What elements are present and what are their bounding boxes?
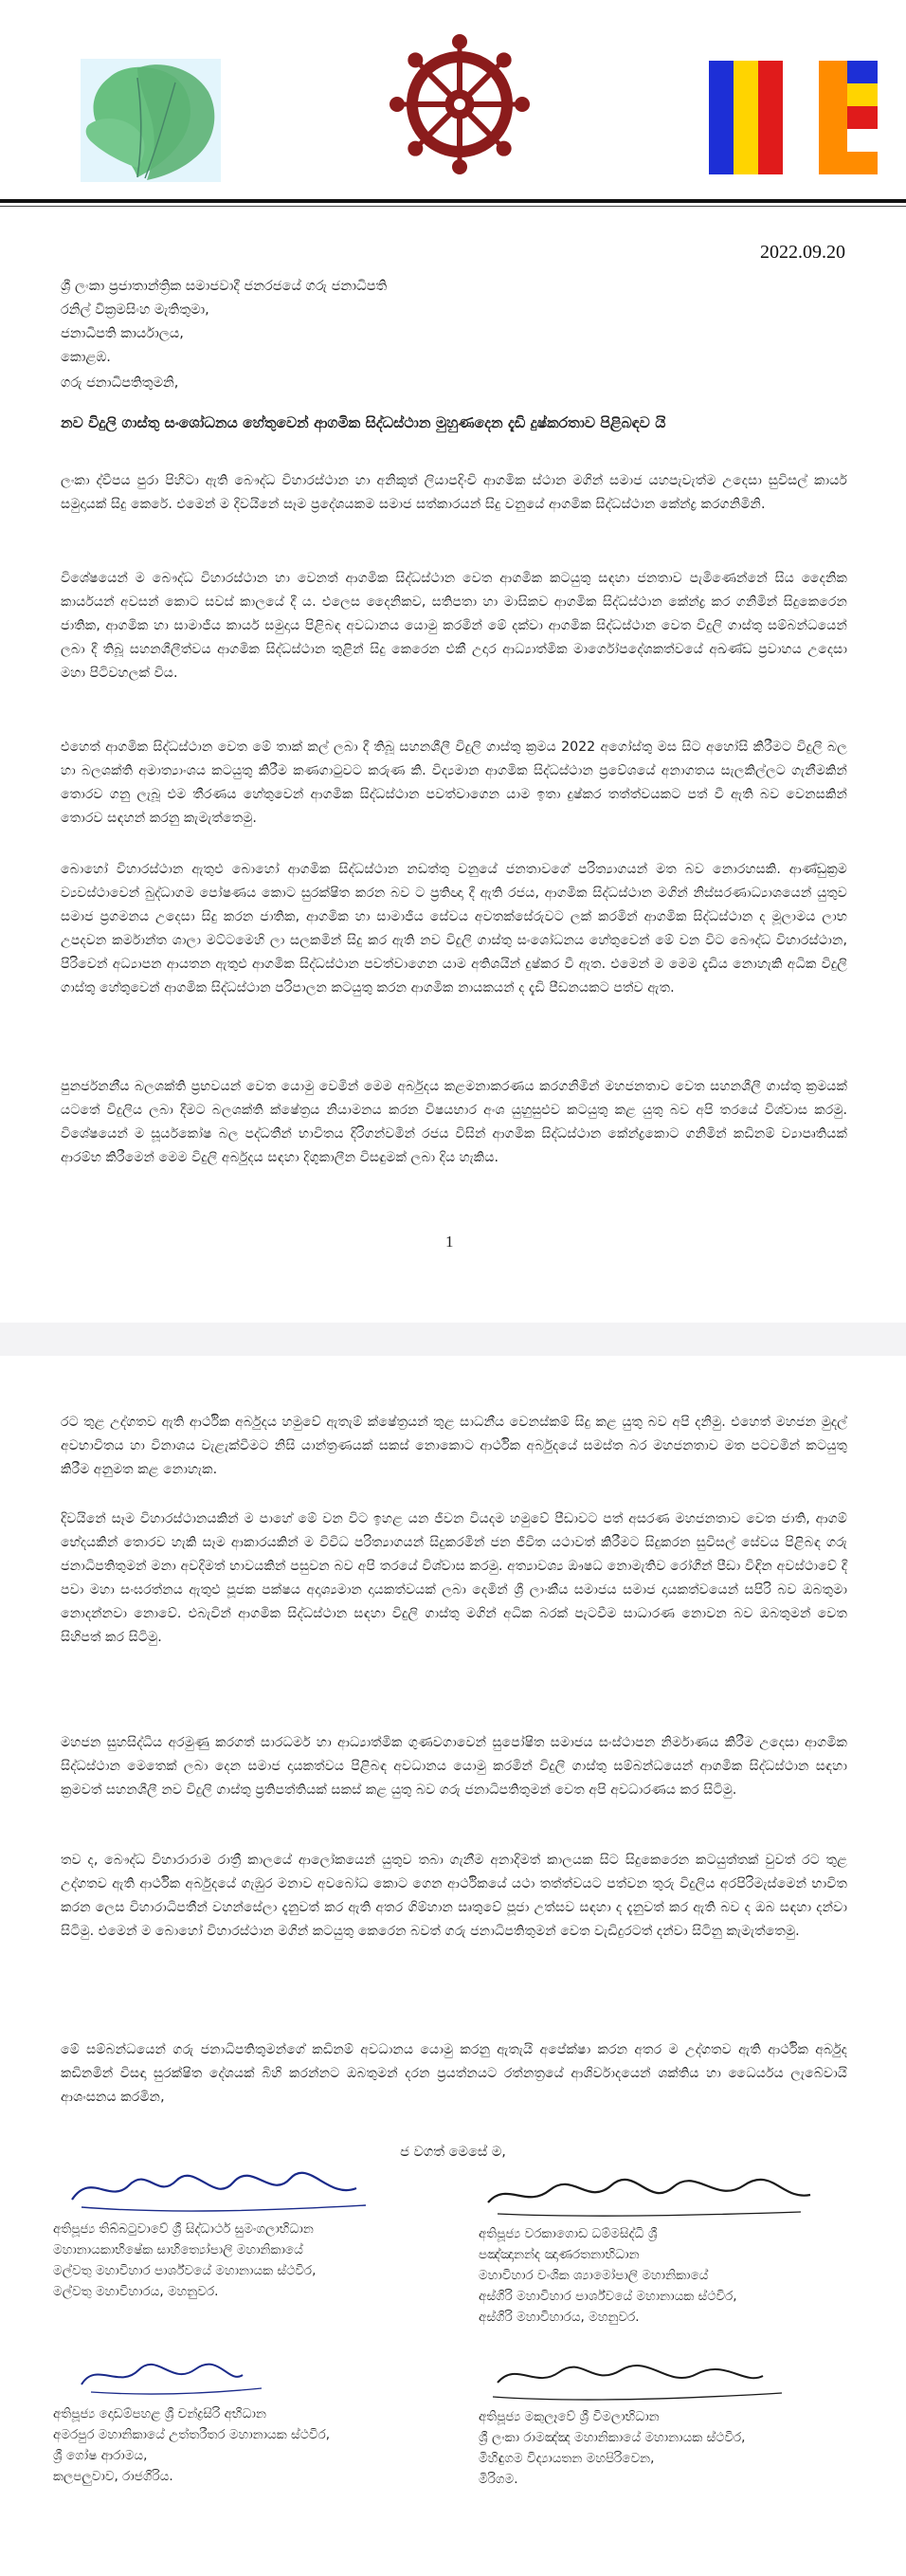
signatory-line: අතිපූජ්‍ය දොඩම්පහළ ශ්‍රී චන්ද්‍රසිරි අභිධාන <box>53 2406 266 2421</box>
header-rule-thick <box>0 199 906 203</box>
page-number: 1 <box>445 1233 454 1251</box>
signatory-line: මිහිඳුගම විද්‍යායතන මහපිරිවෙන, <box>479 2451 655 2466</box>
address-line: ජනාධිපති කාර්යාලය, <box>61 326 184 341</box>
signatory-line: මල්වතු මහාවිහාරය, මහනුවර. <box>53 2284 219 2299</box>
letter-date: 2022.09.20 <box>760 242 845 263</box>
signatory-line: අතිපූජ්‍ය තිබ්බටුවාවේ ශ්‍රී සිද්ධාර්ථ සුමංගලාභිධාන <box>53 2221 314 2237</box>
signatory-line: ශ්‍රී ගෝෂ ආරාමය, <box>53 2448 148 2463</box>
page-separator <box>0 1323 906 1356</box>
body-paragraph: ලංකා ද්වීපය පුරා පිහිටා ඇති බෞද්ධ විහාරස්ථාන හා අනිකුත් ලියාපදිංචි ආගමික ස්ථාන මගින් සමාජ යහපැවැත්ම උදෙසා සුවිසල් කාර්ය සමුදායක් සිදු කෙරේ. එමෙන් ම දිවයිනේ සෑම ප්‍රදේශයකම සමාජ සත්කාරයන් සිදු වනුයේ ආගමික සිද්ධස්ථාන කේන්ද්‍ර කරගනිමිනි. <box>61 473 847 512</box>
signatory-line: අස්ගිරි මහාවිහාරය, මහනුවර. <box>479 2310 640 2325</box>
signatory-block <box>53 2347 451 2487</box>
body-paragraph: එහෙත් ආගමික සිද්ධස්ථාන වෙත මේ තාක් කල් ලබා දී තිබූ සහනශීලී විදුලි ගාස්තු ක්‍රමය 2022 අගෝස්තු මස සිට අහෝසි කිරීමට විදුලි බල හා බලශක්ති අමාත්‍යාංශය කටයුතු කිරීම කණගාටුවට කරුණ කි. විද්‍යමාන ආගමික සිද්ධස්ථාන ප්‍රවේශයේ අනාගතය සැලකිල්ලට ගැනීමකින් තොරව ගනු ලැබූ එම තීරණය හේතුවෙන් ආගමික සිද්ධස්ථාන පවත්වාගෙන යාම ඉතා දුෂ්කර තත්ත්වයකට පත් වී ඇති බව වෙනසකින් තොරව සඳහන් කරනු කැමැත්තෙමු. <box>61 740 847 826</box>
signature-image <box>479 2166 820 2223</box>
signatory-line: ශ්‍රී ලංකා රාමඤ්ඤ මහානිකායේ මහානායක ස්ථවිර, <box>479 2430 746 2445</box>
body-paragraph: මහජන සුහසිද්ධිය අරමුණු කරගත් සාරධර්ම හා ආධ්‍යාත්මික ගුණවගාවෙන් සුපෝෂිත සමාජය සංස්ථාපන නිර්මාණය කිරීම උදෙසා ආගමික සිද්ධස්ථාන මෙතෙක් ලබා දෙන සමාජ දායකත්වය පිළිබඳ අවධානය යොමු කරමින් විදුලි ගාස්තු සම්බන්ධයෙන් ආගමික සිද්ධස්ථාන සඳහා ක්‍රමවත් සහනශීලී නව විදුලි ගාස්තු ප්‍රතිපත්තියක් සකස් කළ යුතු බව ගරු ජනාධිපතිතුමන් වෙත අපි අවධාරණය කර සිටිමු. <box>61 1735 847 1798</box>
salutation: ගරු ජනාධිපතිතුමනි, <box>61 375 179 391</box>
signature-image <box>479 2349 820 2406</box>
body-paragraph: දිවයිනේ සෑම විහාරස්ථානයකින් ම පාහේ මේ වන විට ඉහළ යන ජීවන වියදම හමුවේ පීඩාවට පත් අසරණ මහජනතාව වෙත ජාති, ආගම් භේදයකින් තොරව හැකි සෑම ආකාරයකින් ම විවිධ පරිත්‍යාගයන් සිදුකරමින් ජන ජීවිත යථාවත් කිරීමට සිදුකරන සුවිසල් සේවය පිළිබඳ ගරු ජනාධිපතිතුමන් මනා අවදිමත් භාවයකින් පසුවන බව අපි තරයේ විශ්වාස කරමු. අත්‍යාවශ්‍ය ඖෂධ නොමැතිව රෝගීන් පීඩා විඳින අවස්ථාවේ දී පවා මහා සංඝරත්නය ඇතුළු පූජක පක්ෂය අදෘශ්‍යමාන දායකත්වයක් ලබා දෙමින් ශ්‍රී ලාංකීය සමාජය සමාජ දායකත්වයෙන් සපිරි බව ඔබතුමා නොදන්නවා නොවේ. එබැවින් ආගමික සිද්ධස්ථාන සඳහා විදුලි ගාස්තු මගින් අධික බරක් පැටවීම සාධාරණ නොවන බව ඔබතුමන් වෙත සිහිපත් කර සිටිමු. <box>61 1511 847 1645</box>
signatory-line: අස්ගිරි මහාවිහාර පාර්ශ්වයේ මහානායක ස්ථවිර, <box>479 2289 737 2304</box>
signatory-line: අතිපූජ්‍ය වරකාගොඩ ධම්මසිද්ධි ශ්‍රී <box>479 2226 658 2241</box>
address-line: ශ්‍රී ලංකා ප්‍රජාතාන්ත්‍රික සමාජවාදී ජනරජයේ ගරු ජනාධිපති <box>61 279 388 294</box>
buddhist-flag-icon <box>709 61 878 174</box>
signatory-line: පඤ්ඤානන්ද ඤාණරතනාභිධාන <box>479 2247 640 2262</box>
address-line: කොළඹ. <box>61 350 111 365</box>
body-paragraph: රට තුළ උද්ගතව ඇති ආර්ථික අර්බුදය හමුවේ ඇතැම් ක්ෂේත්‍රයන් තුළ සාධනීය වෙනස්කම් සිදු කළ යුතු බව අපි දනිමු. එහෙත් මහජන මුදල් අවභාවිතය හා විනාශය වැළැක්වීමට නිසි යාන්ත්‍රණයක් සකස් නොකොට ආර්ථික අර්බුදයේ සමස්ත බර මහජනතාව මත පටවමින් කටයුතු කිරීම අනුමත කළ නොහැක. <box>61 1415 847 1477</box>
header-rule-thin <box>0 206 906 207</box>
body-paragraph: බොහෝ විහාරස්ථාන ඇතුළු බොහෝ ආගමික සිද්ධස්ථාන නඩත්තු වනුයේ ජනතාවගේ පරිත්‍යාගයන් මත බව නොරහසකි. ආණ්ඩුක්‍රම ව්‍යවස්ථාවෙන් බුද්ධාගම පෝෂණය කොට සුරක්ෂිත කරන බව ට ප්‍රතිඥා දී ඇති රජය, ආගමික සිද්ධස්ථාන මගින් නිස්සරණාධ්‍යාශයෙන් යුතුව සමාජ ප්‍රගමනය උදෙසා සිදු කරන ජාතික, ආගමික හා සාමාජීය සේවය අවතක්සේරුවට ලක් කරමින් ආගමික සිද්ධස්ථාන ද මූලාමය ලාභ උපදවන කර්මාන්ත ශාලා මට්ටමෙහි ලා සලකමින් සිදු කර ඇති නව විදුලි ගාස්තු සංශෝධනය හේතුවෙන් මේ වන විට බෞද්ධ විහාරස්ථාන, පිරිවෙන් අධ්‍යාපන ආයතන ඇතුළු ආගමික සිද්ධස්ථාන පවත්වාගෙන යාම අතිශයින් දුෂ්කර වී ඇත. එමෙන් ම මෙම දැඩිය නොහැකි අධික විදුලි ගාස්තු හේතුවෙන් ආගමික සිද්ධස්ථාන පරිපාලන කටයුතු කරන ආගමික නායකයන් ද දැඩි පීඩනයකට පත්ව ඇත. <box>61 862 847 996</box>
signatory-line: මහාවිහාර වංශික ශ්‍යාමෝපාලි මහානිකායේ <box>479 2268 709 2283</box>
signatory-line: කලපලුවාව, රාජගිරිය. <box>53 2469 173 2484</box>
recipient-address <box>61 275 387 370</box>
signatory-line: අතිපූජ්‍ය මකුලෑවේ ශ්‍රී විමලාභිධාන <box>479 2409 660 2424</box>
signatory-block <box>479 2349 877 2490</box>
bodhi-leaf-icon <box>81 59 221 182</box>
address-line: රනිල් වික්‍රමසිංහ මැතිතුමා, <box>61 302 209 318</box>
letter-page-2 <box>0 1356 906 2576</box>
body-paragraph: මේ සම්බන්ධයෙන් ගරු ජනාධිපතිතුමන්ගේ කඩිනම් අවධානය යොමු කරනු ඇතැයි අපේක්ෂා කරන අතර ම උද්ගතව ඇති ආර්ථික අර්බුද කඩිනමින් විසඳා සුරක්ෂිත දේශයක් බිහි කරන්නට ඔබතුමන් දරන ප්‍රයත්නයට රත්නත්‍රයේ ආශිර්වාදයෙන් ශක්තිය හා ධෛර්යය ලැබේවායි ආශංසනය කරමින, <box>61 2042 847 2105</box>
signature-image <box>53 2162 394 2219</box>
body-paragraph: පුනර්ජනනීය බලශක්ති ප්‍රභවයන් වෙත යොමු වෙමින් මෙම අර්බුදය කළමනාකරණය කරගනිමින් මහජනතාව වෙත සහනශීලී ගාස්තු ක්‍රමයක් යටතේ විදුලිය ලබා දීමට බලශක්ති ක්ෂේත්‍රය නියාමනය කරන විෂයභාර අංශ යුහුසුළුව කටයුතු කළ යුතු බව අපි තරයේ විශ්වාස කරමු. විශේෂයෙන් ම සූර්යකෝෂ බල පද්ධතීන් භාවිතය දිරිගන්වමින් රජය විසින් ආගමික සිද්ධස්ථාන කේන්ද්‍රකොට ගනිමින් කඩිනම් ව්‍යාපෘතියක් ආරම්භ කිරීමෙන් මෙම විදුලි අර්බුදය සඳහා දිගුකාලීන විසඳුමක් ලබා දිය හැකිය. <box>61 1079 847 1165</box>
signatory-line: මිරිගම. <box>479 2472 518 2487</box>
signatory-block <box>479 2166 877 2328</box>
signatory-line: අමරපුර මහානිකායේ උත්තරීතර මහානායක ස්ථවිර, <box>53 2427 331 2442</box>
signatory-line: මල්වතු මහාවිහාර පාර්ශ්වයේ මහානායක ස්ථවිර, <box>53 2263 317 2278</box>
letter-subject: නව විදුලි ගාස්තු සංශෝධනය හේතුවෙන් ආගමික සිද්ධස්ථාන මුහුණදෙන දැඩි දුෂ්කරතාව පිළිබඳව යි <box>61 414 666 431</box>
body-paragraph: විශේෂයෙන් ම බෞද්ධ විහාරස්ථාන හා වෙනත් ආගමික සිද්ධස්ථාන වෙත ආගමික කටයුතු සඳහා ජනතාව පැමිණෙන්නේ සිය දෛනික කාර්යයන් අවසන් කොට සවස් කාලයේ දී ය. එලෙස දෛනිකව, සතිපතා හා මාසිකව ආගමික සිද්ධස්ථාන කේන්ද්‍ර කර ගනිමින් සිදුකෙරෙන ජාතික, ආගමික හා සාමාජීය කාර්ය සමුදාය පිළිබඳ අවධානය යොමු කරමින් මේ දක්වා ආගමික සිද්ධස්ථාන වෙත විදුලි ගාස්තු සම්බන්ධයෙන් ලබා දී තිබූ සහනශීලීත්වය ආගමික සිද්ධස්ථාන තුළින් සිදු කෙරෙන එකී උදාර ආධ්‍යාත්මික මාර්ගෝපදේශකත්වයේ අඛණ්ඩ ප්‍රවාහය උදෙසා මහා පිටිවහලක් විය. <box>61 571 847 681</box>
body-paragraph: තව ද, බෞද්ධ විහාරාරාම රාත්‍රී කාලයේ ආලෝකයෙන් යුතුව තබා ගැනීම අනාදිමත් කාලයක සිට සිදුකෙරෙන කටයුත්තක් වුවත් රට තුළ උද්ගතව ඇති ආර්ථික අර්බුදයේ ගැඹුර මනාව අවබෝධ කොට ගෙන ආර්ථිකයේ යථා තත්ත්වයට පත්වන තුරු විදුලිය අරපිරිමැස්මෙන් භාවිත කරන ලෙස විහාරාධිපතීන් වහන්සේලා දැනුවත් කර ඇති අතර ගිම්හාන සෘතුවේ පූජා උත්සව සඳහා ද දැනුවත් කර ඇති බව ද ඔබ සඳහා දන්වා සිටිමු. එමෙන් ම බොහෝ විහාරස්ථාන මගින් කටයුතු කෙරෙන බවත් ගරු ජනාධිපතිතුමන් වෙත වැඩිදුරටත් දන්වා සිටිනු කැමැත්තෙමු. <box>61 1853 847 1939</box>
signatory-block <box>53 2162 451 2302</box>
signature-image <box>53 2347 394 2403</box>
signatory-line: මහානායකාභිෂේක සාහිත්‍යෝපාලි මහානිකායේ <box>53 2242 303 2257</box>
dharma-wheel-icon <box>389 33 531 175</box>
closing-line: ජ වගත් මෙසේ ම, <box>400 2145 506 2160</box>
